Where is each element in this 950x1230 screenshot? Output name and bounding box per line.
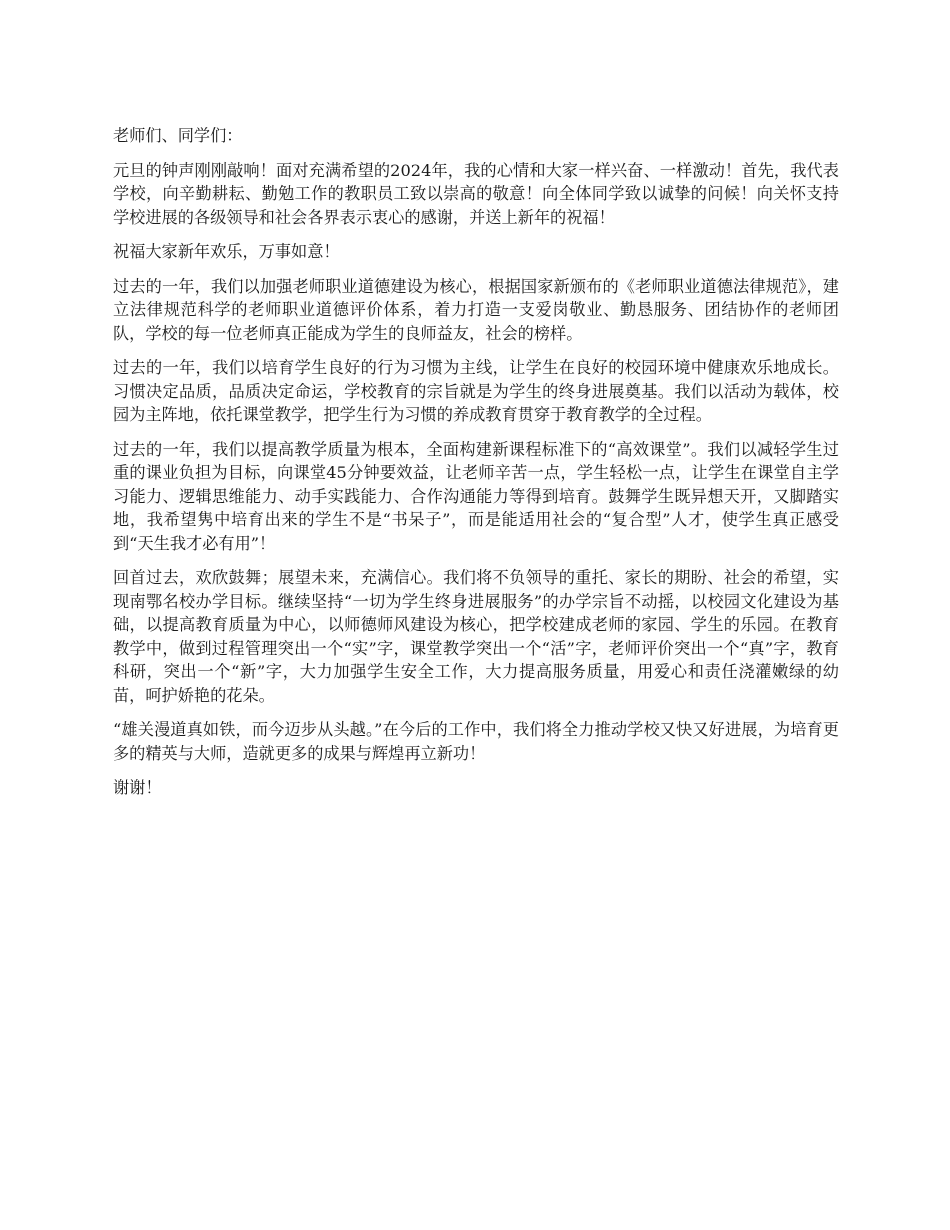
document-page (113, 124, 839, 811)
paragraph-student-habits: 过去的一年，我们以培育学生良好的行为习惯为主线，让学生在良好的校园环境中健康欢乐地成长。习惯决定品质，品质决定命运，学校教育的宗旨就是为学生的终身进展奠基。我们以活动为载体，校园为主阵地，依托课堂教学，把学生行为习惯的养成教育贯穿于教育教学的全过程。 (113, 358, 839, 424)
closing-thanks: 谢谢！ (113, 778, 162, 797)
paragraph-wishes: 祝福大家新年欢乐，万事如意！ (113, 242, 340, 261)
salutation: 老师们、同学们： (113, 126, 243, 145)
paragraph-teaching-quality: 过去的一年，我们以提高教学质量为根本，全面构建新课程标准下的“高效课堂”。我们以减轻学生过重的课业负担为目标，向课堂45分钟要效益，让老师辛苦一点，学生轻松一点，让学生在课堂自主学习能力、逻辑思维能力、动手实践能力、合作沟通能力等得到培育。鼓舞学生既异想天开，又脚踏实地，我希望隽中培育出来的学生不是“书呆子”，而是能适用社会的“复合型”人才，使学生真正感受到“天生我才必有用”！ (113, 439, 839, 553)
paragraph-closing-quote: “雄关漫道真如铁，而今迈步从头越。”在今后的工作中，我们将全力推动学校又快又好进展，为培育更多的精英与大师，造就更多的成果与辉煌再立新功！ (113, 720, 839, 763)
paragraph-teacher-ethics: 过去的一年，我们以加强老师职业道德建设为核心，根据国家新颁布的《老师职业道德法律规范》，建立法律规范科学的老师职业道德评价体系，着力打造一支爱岗敬业、勤恳服务、团结协作的老师团队，学校的每一位老师真正能成为学生的良师益友，社会的榜样。 (113, 276, 839, 343)
paragraph-new-year-greeting: 元旦的钟声刚刚敲响！面对充满希望的2024年，我的心情和大家一样兴奋、一样激动！首先，我代表学校，向辛勤耕耘、勤勉工作的教职员工致以崇高的敬意！向全体同学致以诚挚的问候！向关怀支持学校进展的各级领导和社会各界表示衷心的感谢，并送上新年的祝福！ (113, 160, 839, 227)
paragraph-looking-ahead: 回首过去，欢欣鼓舞；展望未来，充满信心。我们将不负领导的重托、家长的期盼、社会的希望，实现南鄂名校办学目标。继续坚持“一切为学生终身进展服务”的办学宗旨不动摇，以校园文化建设为基础，以提高教育质量为中心，以师德师风建设为核心，把学校建成老师的家园、学生的乐园。在教育教学中，做到过程管理突出一个“实”字，课堂教学突出一个“活”字，老师评价突出一个“真”字，教育科研，突出一个“新”字，大力加强学生安全工作，大力提高服务质量，用爱心和责任浇灌嫩绿的幼苗，呵护娇艳的花朵。 (113, 568, 839, 705)
